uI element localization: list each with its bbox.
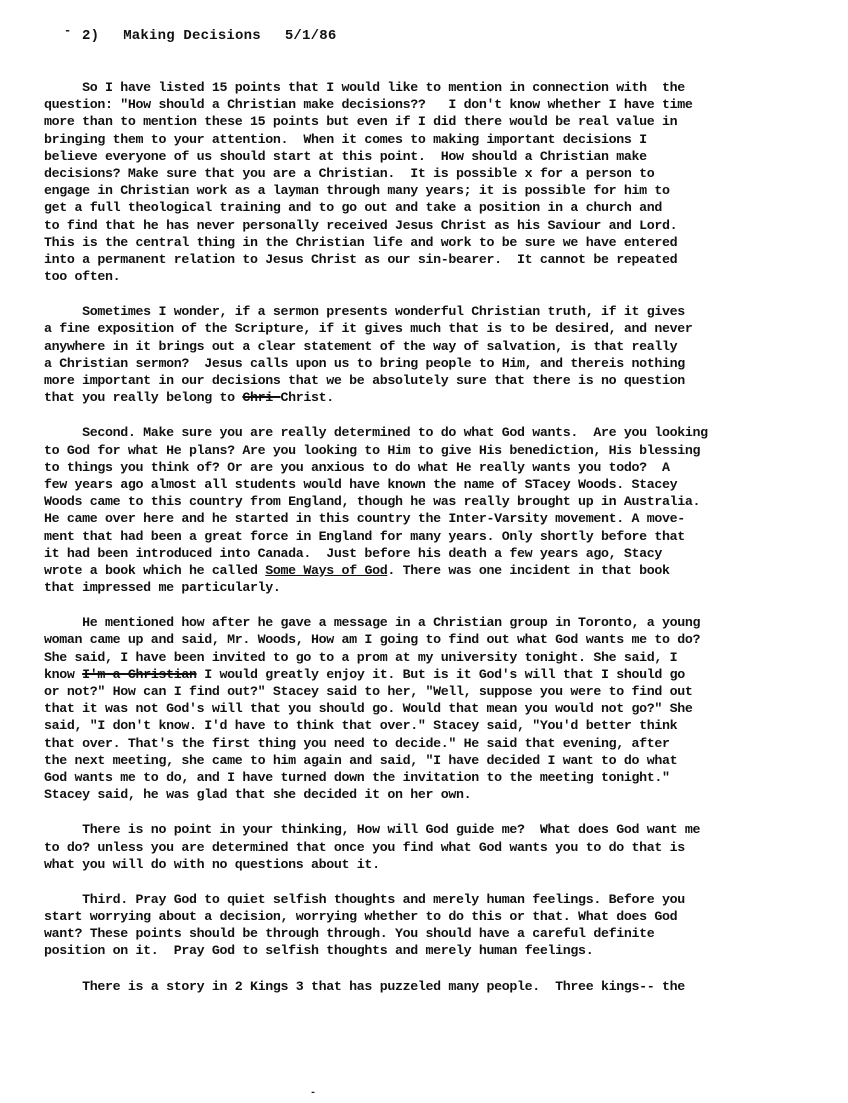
- text-line: that impressed me particularly.: [44, 580, 281, 596]
- text-line: said, "I don't know. I'd have to think that over." Stacey said, "You'd better think: [44, 718, 678, 734]
- text-line: She said, I have been invited to go to a prom at my university tonight. She said, I: [44, 649, 678, 665]
- struck-through-text: I'm a Christian: [82, 666, 197, 682]
- paragraph: [44, 303, 784, 406]
- text-line: know I'm a Christian I would greatly enjoy it. But is it God's will that I should go: [44, 666, 685, 682]
- text-line: This is the central thing in the Christian life and work to be sure we have entered: [44, 234, 678, 250]
- paragraph: [44, 614, 784, 803]
- text-line: get a full theological training and to go out and take a position in a church and: [44, 200, 662, 216]
- text-line: that over. That's the first thing you need to decide." He said that evening, after: [44, 735, 670, 751]
- text-line: few years ago almost all students would have known the name of STacey Woods. Stacey: [44, 476, 678, 492]
- text-line: He came over here and he started in this country the Inter-Varsity movement. A move-: [44, 511, 685, 527]
- text-line: So I have listed 15 points that I would like to mention in connection with the: [44, 80, 685, 95]
- margin-mark: -: [64, 24, 72, 38]
- text-line: that it was not God's will that you should go. Would that mean you would not go?" She: [44, 701, 693, 717]
- text-line: start worrying about a decision, worrying whether to do this or that. What does God: [44, 909, 678, 925]
- text-line: position on it. Pray God to selfish thoughts and merely human feelings.: [44, 943, 594, 959]
- text-line: Woods came to this country from England, though he was really brought up in Australia.: [44, 494, 701, 510]
- struck-through-text: Chri: [242, 390, 281, 406]
- text-line: a fine exposition of the Scripture, if it gives much that is to be desired, and never: [44, 321, 693, 337]
- text-line: Stacey said, he was glad that she decided it on her own.: [44, 787, 472, 803]
- text-line: question: "How should a Christian make decisions?? I don't know whether I have time: [44, 97, 693, 113]
- text-line: There is no point in your thinking, How will God guide me? What does God want me: [44, 822, 701, 838]
- text-line: Second. Make sure you are really determined to do what God wants. Are you looking: [44, 425, 708, 441]
- document-date: 5/1/86: [284, 28, 337, 44]
- text-line: He mentioned how after he gave a message in a Christian group in Toronto, a young: [44, 615, 701, 631]
- text-line: engage in Christian work as a layman through many years; it is possible for him to: [44, 183, 670, 199]
- paragraph: [44, 424, 784, 596]
- text-line: the next meeting, she came to him again and said, "I have decided I want to do what: [44, 752, 678, 768]
- text-line: a Christian sermon? Jesus calls upon us to bring people to Him, and thereis nothing: [44, 355, 685, 371]
- text-line: want? These points should be through through. You should have a careful definite: [44, 926, 655, 942]
- text-line: what you will do with no questions about it.: [44, 856, 380, 872]
- text-line: God wants me to do, and I have turned down the invitation to the meeting tonight.": [44, 769, 670, 785]
- text-line: Third. Pray God to quiet selfish thoughts and merely human feelings. Before you: [44, 891, 685, 907]
- text-line: believe everyone of us should start at this point. How should a Christian make: [44, 148, 647, 164]
- text-line: more important in our decisions that we be absolutely sure that there is no question: [44, 373, 685, 388]
- text-line: to God for what He plans? Are you looking to Him to give His benediction, His blessing: [44, 442, 701, 458]
- paragraph: [44, 978, 784, 995]
- text-line: wrote a book which he called Some Ways of God. There was one incident in that book: [44, 562, 670, 578]
- paragraph: [44, 79, 784, 285]
- text-line: too often.: [44, 269, 121, 285]
- book-title-underlined: Some Ways of God: [265, 562, 388, 578]
- text-line: ment that had been a great force in England for many years. Only shortly before that: [44, 528, 685, 544]
- paragraph: [44, 891, 784, 960]
- text-line: woman came up and said, Mr. Woods, How am I going to find out what God wants me to do?: [44, 632, 701, 648]
- document-title: Making Decisions: [123, 28, 261, 44]
- text-line: Sometimes I wonder, if a sermon presents wonderful Christian truth, if it gives: [44, 304, 685, 320]
- text-line: to things you think of? Or are you anxious to do what He really wants you todo? A: [44, 459, 670, 475]
- text-line: into a permanent relation to Jesus Christ as our sin-bearer. It cannot be repeated: [44, 251, 678, 267]
- text-line: anywhere in it brings out a clear statement of the way of salvation, is that really: [44, 338, 678, 354]
- paragraph: [44, 821, 784, 873]
- footer-mark: -: [310, 1088, 317, 1099]
- text-line: that you really belong to Chri Christ.: [44, 390, 334, 406]
- text-line: There is a story in 2 Kings 3 that has puzzeled many people. Three kings-- the: [44, 978, 685, 994]
- text-line: or not?" How can I find out?" Stacey said to her, "Well, suppose you were to find out: [44, 684, 693, 699]
- text-line: to find that he has never personally received Jesus Christ as his Saviour and Lord.: [44, 217, 678, 233]
- text-line: to do? unless you are determined that once you find what God wants you to do that is: [44, 839, 685, 855]
- page-number: 2): [82, 28, 100, 44]
- text-line: it had been introduced into Canada. Just before his death a few years ago, Stacy: [44, 545, 662, 561]
- text-line: bringing them to your attention. When it comes to making important decisions I: [44, 131, 647, 147]
- text-line: decisions? Make sure that you are a Christian. It is possible x for a person to: [44, 165, 655, 181]
- text-line: more than to mention these 15 points but even if I did there would be real value in: [44, 114, 678, 130]
- document-body: [44, 79, 784, 1013]
- page-header: [82, 28, 336, 44]
